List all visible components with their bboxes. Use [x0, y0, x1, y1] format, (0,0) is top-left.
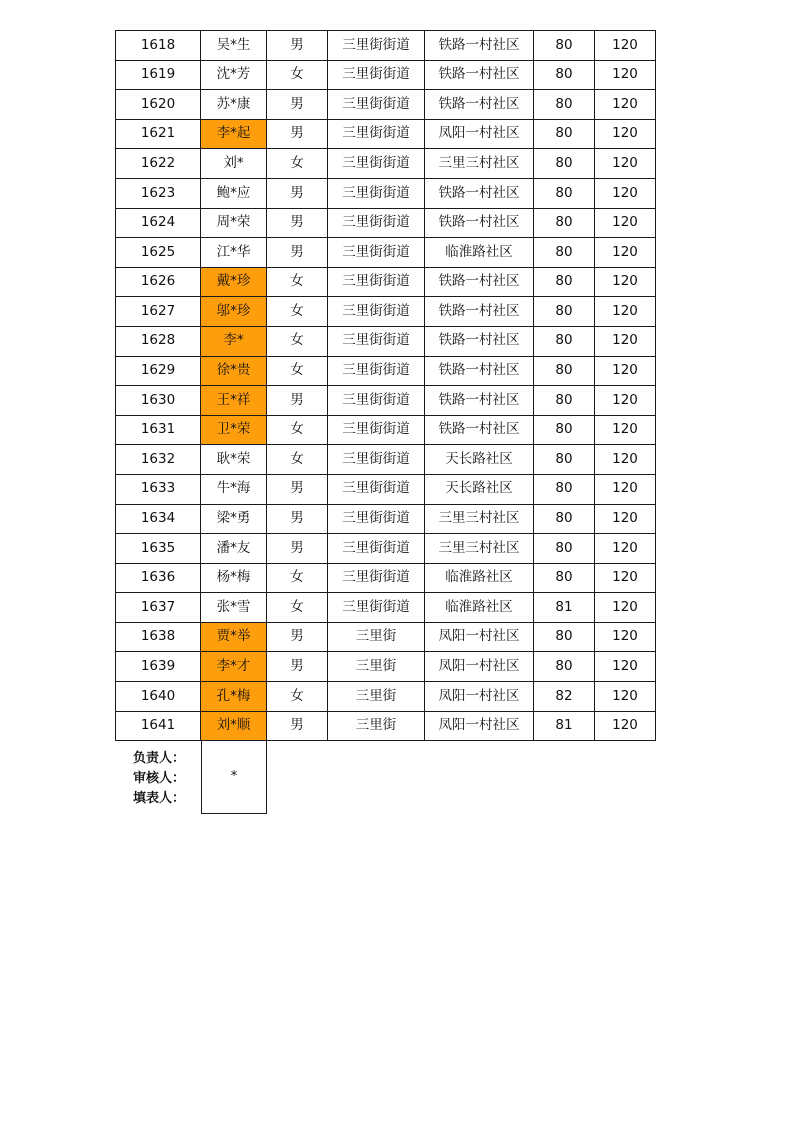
- cell-amount[interactable]: 120: [595, 119, 656, 149]
- table-row: [116, 119, 656, 149]
- cell-number[interactable]: 1632: [116, 445, 201, 475]
- table-row: [116, 149, 656, 179]
- preparer-label: 填表人：: [132, 791, 185, 807]
- table-row: [116, 415, 656, 445]
- cell-number[interactable]: 1618: [116, 31, 201, 61]
- cell-age[interactable]: 80: [534, 415, 595, 445]
- cell-age[interactable]: 80: [534, 386, 595, 416]
- cell-community[interactable]: 凤阳一村社区: [425, 652, 534, 682]
- cell-name[interactable]: 李*: [201, 326, 267, 356]
- cell-amount[interactable]: 120: [595, 31, 656, 61]
- cell-amount[interactable]: 120: [595, 267, 656, 297]
- cell-amount[interactable]: 120: [595, 238, 656, 268]
- cell-number[interactable]: 1629: [116, 356, 201, 386]
- cell-sex[interactable]: 男: [267, 31, 328, 61]
- cell-amount[interactable]: 120: [595, 415, 656, 445]
- cell-community[interactable]: 三里三村社区: [425, 149, 534, 179]
- cell-sex[interactable]: 男: [267, 622, 328, 652]
- cell-age[interactable]: 81: [534, 593, 595, 623]
- cell-amount[interactable]: 120: [595, 504, 656, 534]
- table-row: [116, 563, 656, 593]
- cell-name[interactable]: 沈*芳: [201, 60, 267, 90]
- cell-street[interactable]: 三里街街道: [328, 474, 425, 504]
- cell-name[interactable]: 耿*荣: [201, 445, 267, 475]
- roster-table-body: [116, 31, 656, 741]
- cell-number[interactable]: 1630: [116, 386, 201, 416]
- cell-sex[interactable]: 女: [267, 356, 328, 386]
- cell-name[interactable]: 李*起: [201, 119, 267, 149]
- cell-community[interactable]: 铁路一村社区: [425, 208, 534, 238]
- cell-community[interactable]: 铁路一村社区: [425, 267, 534, 297]
- cell-sex[interactable]: 男: [267, 711, 328, 741]
- cell-number[interactable]: 1634: [116, 504, 201, 534]
- cell-street[interactable]: 三里街街道: [328, 534, 425, 564]
- cell-name[interactable]: 戴*珍: [201, 267, 267, 297]
- table-row: [116, 208, 656, 238]
- cell-name[interactable]: 贾*举: [201, 622, 267, 652]
- cell-community[interactable]: 临淮路社区: [425, 563, 534, 593]
- cell-sex[interactable]: 男: [267, 119, 328, 149]
- cell-amount[interactable]: 120: [595, 445, 656, 475]
- cell-age[interactable]: 80: [534, 534, 595, 564]
- cell-name[interactable]: 梁*勇: [201, 504, 267, 534]
- cell-number[interactable]: 1637: [116, 593, 201, 623]
- cell-community[interactable]: 铁路一村社区: [425, 415, 534, 445]
- cell-street[interactable]: 三里街: [328, 622, 425, 652]
- cell-number[interactable]: 1628: [116, 326, 201, 356]
- cell-sex[interactable]: 男: [267, 652, 328, 682]
- cell-amount[interactable]: 120: [595, 534, 656, 564]
- cell-street[interactable]: 三里街街道: [328, 356, 425, 386]
- table-row: [116, 593, 656, 623]
- cell-street[interactable]: 三里街街道: [328, 267, 425, 297]
- table-row: [116, 326, 656, 356]
- cell-number[interactable]: 1638: [116, 622, 201, 652]
- cell-name[interactable]: 张*雪: [201, 593, 267, 623]
- cell-sex[interactable]: 男: [267, 504, 328, 534]
- cell-community[interactable]: 铁路一村社区: [425, 60, 534, 90]
- cell-age[interactable]: 82: [534, 682, 595, 712]
- cell-name[interactable]: 李*才: [201, 652, 267, 682]
- responsible-label: 负责人：: [132, 751, 185, 767]
- cell-street[interactable]: 三里街: [328, 652, 425, 682]
- table-row: [116, 652, 656, 682]
- cell-number[interactable]: 1641: [116, 711, 201, 741]
- table-row: [116, 386, 656, 416]
- cell-community[interactable]: 凤阳一村社区: [425, 711, 534, 741]
- cell-name[interactable]: 王*祥: [201, 386, 267, 416]
- table-row: [116, 356, 656, 386]
- cell-street[interactable]: 三里街街道: [328, 60, 425, 90]
- cell-sex[interactable]: 女: [267, 326, 328, 356]
- cell-community[interactable]: 临淮路社区: [425, 593, 534, 623]
- cell-number[interactable]: 1622: [116, 149, 201, 179]
- cell-name[interactable]: 江*华: [201, 238, 267, 268]
- cell-age[interactable]: 80: [534, 238, 595, 268]
- cell-amount[interactable]: 120: [595, 386, 656, 416]
- cell-name[interactable]: 周*荣: [201, 208, 267, 238]
- cell-name[interactable]: 牛*海: [201, 474, 267, 504]
- table-row: [116, 90, 656, 120]
- roster-table: [115, 30, 656, 741]
- cell-number[interactable]: 1621: [116, 119, 201, 149]
- cell-community[interactable]: 铁路一村社区: [425, 31, 534, 61]
- cell-age[interactable]: 80: [534, 297, 595, 327]
- cell-street[interactable]: 三里街街道: [328, 504, 425, 534]
- cell-street[interactable]: 三里街: [328, 682, 425, 712]
- cell-age[interactable]: 81: [534, 711, 595, 741]
- cell-street[interactable]: 三里街街道: [328, 31, 425, 61]
- signature-box[interactable]: [201, 740, 267, 814]
- cell-amount[interactable]: 120: [595, 622, 656, 652]
- cell-amount[interactable]: 120: [595, 474, 656, 504]
- roster-sheet: [115, 30, 656, 815]
- cell-number[interactable]: 1623: [116, 178, 201, 208]
- cell-name[interactable]: 刘*顺: [201, 711, 267, 741]
- table-row: [116, 534, 656, 564]
- cell-community[interactable]: 铁路一村社区: [425, 386, 534, 416]
- cell-amount[interactable]: 120: [595, 711, 656, 741]
- cell-sex[interactable]: 女: [267, 593, 328, 623]
- table-row: [116, 297, 656, 327]
- cell-community[interactable]: 天长路社区: [425, 445, 534, 475]
- table-row: [116, 504, 656, 534]
- cell-age[interactable]: 80: [534, 267, 595, 297]
- cell-amount[interactable]: 120: [595, 563, 656, 593]
- cell-sex[interactable]: 女: [267, 267, 328, 297]
- cell-community[interactable]: 三里三村社区: [425, 504, 534, 534]
- cell-sex[interactable]: 男: [267, 386, 328, 416]
- cell-community[interactable]: 铁路一村社区: [425, 178, 534, 208]
- cell-age[interactable]: 80: [534, 119, 595, 149]
- cell-street[interactable]: 三里街街道: [328, 445, 425, 475]
- cell-age[interactable]: 80: [534, 31, 595, 61]
- cell-age[interactable]: 80: [534, 326, 595, 356]
- cell-street[interactable]: 三里街街道: [328, 178, 425, 208]
- cell-name[interactable]: 吴*生: [201, 31, 267, 61]
- cell-age[interactable]: 80: [534, 356, 595, 386]
- cell-street[interactable]: 三里街街道: [328, 119, 425, 149]
- cell-street[interactable]: 三里街街道: [328, 208, 425, 238]
- cell-sex[interactable]: 男: [267, 208, 328, 238]
- cell-sex[interactable]: 女: [267, 563, 328, 593]
- cell-community[interactable]: 天长路社区: [425, 474, 534, 504]
- cell-street[interactable]: 三里街街道: [328, 593, 425, 623]
- cell-sex[interactable]: 男: [267, 474, 328, 504]
- cell-amount[interactable]: 120: [595, 297, 656, 327]
- cell-amount[interactable]: 120: [595, 652, 656, 682]
- cell-sex[interactable]: 女: [267, 445, 328, 475]
- cell-number[interactable]: 1627: [116, 297, 201, 327]
- cell-sex[interactable]: 女: [267, 297, 328, 327]
- cell-number[interactable]: 1631: [116, 415, 201, 445]
- table-row: [116, 60, 656, 90]
- cell-street[interactable]: 三里街街道: [328, 90, 425, 120]
- cell-name[interactable]: 刘*: [201, 149, 267, 179]
- cell-number[interactable]: 1619: [116, 60, 201, 90]
- cell-number[interactable]: 1639: [116, 652, 201, 682]
- cell-amount[interactable]: 120: [595, 149, 656, 179]
- cell-name[interactable]: 鲍*应: [201, 178, 267, 208]
- cell-age[interactable]: 80: [534, 90, 595, 120]
- cell-community[interactable]: 凤阳一村社区: [425, 622, 534, 652]
- cell-age[interactable]: 80: [534, 208, 595, 238]
- table-row: [116, 238, 656, 268]
- cell-number[interactable]: 1640: [116, 682, 201, 712]
- cell-street[interactable]: 三里街街道: [328, 415, 425, 445]
- table-row: [116, 178, 656, 208]
- cell-community[interactable]: 临淮路社区: [425, 238, 534, 268]
- cell-community[interactable]: 铁路一村社区: [425, 326, 534, 356]
- cell-name[interactable]: 潘*友: [201, 534, 267, 564]
- cell-community[interactable]: 凤阳一村社区: [425, 682, 534, 712]
- cell-age[interactable]: 80: [534, 60, 595, 90]
- cell-number[interactable]: 1624: [116, 208, 201, 238]
- table-row: [116, 445, 656, 475]
- signature-footer: [115, 741, 656, 815]
- table-row: [116, 682, 656, 712]
- cell-sex[interactable]: 女: [267, 60, 328, 90]
- cell-amount[interactable]: 120: [595, 60, 656, 90]
- cell-amount[interactable]: 120: [595, 178, 656, 208]
- table-row: [116, 31, 656, 61]
- cell-name[interactable]: 孔*梅: [201, 682, 267, 712]
- cell-street[interactable]: 三里街: [328, 711, 425, 741]
- cell-age[interactable]: 80: [534, 445, 595, 475]
- cell-age[interactable]: 80: [534, 504, 595, 534]
- cell-number[interactable]: 1620: [116, 90, 201, 120]
- cell-street[interactable]: 三里街街道: [328, 563, 425, 593]
- cell-number[interactable]: 1633: [116, 474, 201, 504]
- cell-community[interactable]: 凤阳一村社区: [425, 119, 534, 149]
- cell-amount[interactable]: 120: [595, 356, 656, 386]
- cell-amount[interactable]: 120: [595, 682, 656, 712]
- cell-amount[interactable]: 120: [595, 593, 656, 623]
- cell-amount[interactable]: 120: [595, 90, 656, 120]
- cell-sex[interactable]: 女: [267, 149, 328, 179]
- cell-number[interactable]: 1626: [116, 267, 201, 297]
- cell-number[interactable]: 1636: [116, 563, 201, 593]
- cell-community[interactable]: 铁路一村社区: [425, 90, 534, 120]
- cell-community[interactable]: 铁路一村社区: [425, 356, 534, 386]
- signature-value: *: [230, 769, 238, 785]
- cell-age[interactable]: 80: [534, 563, 595, 593]
- cell-number[interactable]: 1625: [116, 238, 201, 268]
- cell-street[interactable]: 三里街街道: [328, 149, 425, 179]
- table-row: [116, 622, 656, 652]
- cell-age[interactable]: 80: [534, 178, 595, 208]
- cell-sex[interactable]: 男: [267, 178, 328, 208]
- cell-age[interactable]: 80: [534, 652, 595, 682]
- cell-age[interactable]: 80: [534, 622, 595, 652]
- cell-street[interactable]: 三里街街道: [328, 297, 425, 327]
- cell-sex[interactable]: 女: [267, 682, 328, 712]
- cell-sex[interactable]: 男: [267, 534, 328, 564]
- cell-number[interactable]: 1635: [116, 534, 201, 564]
- cell-community[interactable]: 三里三村社区: [425, 534, 534, 564]
- cell-age[interactable]: 80: [534, 149, 595, 179]
- table-row: [116, 711, 656, 741]
- cell-age[interactable]: 80: [534, 474, 595, 504]
- cell-community[interactable]: 铁路一村社区: [425, 297, 534, 327]
- table-row: [116, 474, 656, 504]
- cell-sex[interactable]: 男: [267, 90, 328, 120]
- cell-name[interactable]: 卫*荣: [201, 415, 267, 445]
- cell-street[interactable]: 三里街街道: [328, 386, 425, 416]
- cell-name[interactable]: 邬*珍: [201, 297, 267, 327]
- cell-name[interactable]: 杨*梅: [201, 563, 267, 593]
- cell-street[interactable]: 三里街街道: [328, 326, 425, 356]
- cell-name[interactable]: 徐*贵: [201, 356, 267, 386]
- table-row: [116, 267, 656, 297]
- cell-sex[interactable]: 女: [267, 415, 328, 445]
- cell-amount[interactable]: 120: [595, 208, 656, 238]
- reviewer-label: 审核人：: [132, 771, 185, 787]
- signature-labels: [115, 749, 185, 809]
- cell-name[interactable]: 苏*康: [201, 90, 267, 120]
- cell-sex[interactable]: 男: [267, 238, 328, 268]
- cell-street[interactable]: 三里街街道: [328, 238, 425, 268]
- cell-amount[interactable]: 120: [595, 326, 656, 356]
